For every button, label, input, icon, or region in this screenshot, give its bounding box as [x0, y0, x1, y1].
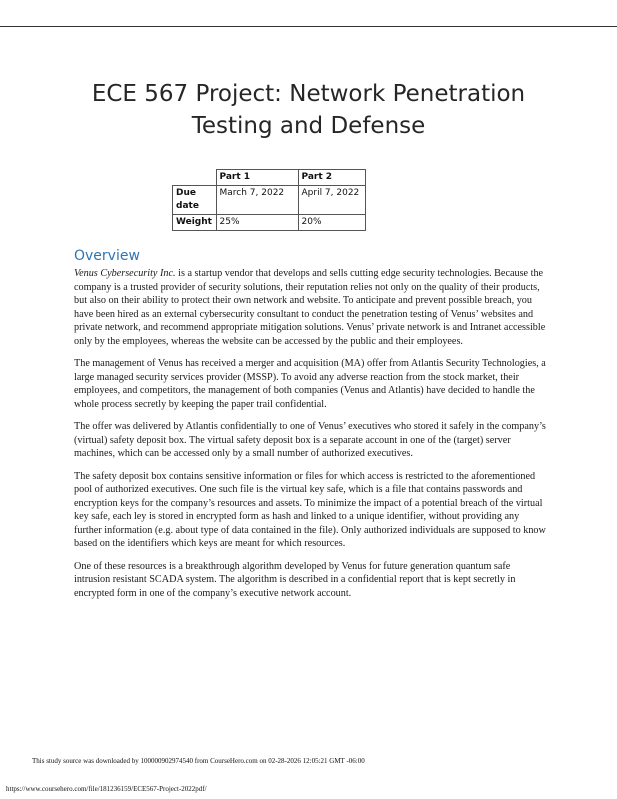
schedule-header-part2: Part 2: [298, 170, 365, 186]
schedule-header-part1: Part 1: [216, 170, 298, 186]
due-date-part1: March 7, 2022: [216, 186, 298, 215]
overview-paragraph-3: The offer was delivered by Atlantis confidentially to one of Venus’ executives who stored it safely in the company’s (virtual) safety deposit box. The virtual safety deposit box is a separate account in one of the (target) server machines, which can be accessed only by a small number of authorized executives.: [74, 421, 546, 459]
paragraph-1-text: is a startup vendor that develops and sells cutting edge security technologies. Because the company is a trusted provider of security solutions, their reputation relies not only on the quality of their products, but also on their ability to protect their own network and website. To anticipate and prevent possible breach, you have been hired as an external cybersecurity consultant to conduct the penetration testing of Venus’ websites and private network, and recommend appropriate mitigation solutions. Venus’ private network is and Intranet accessible only by the employees, whereas the website can be accessed by the public and their employees.: [74, 268, 546, 347]
overview-paragraph-1: [74, 267, 546, 348]
row-label-due-date: Due date: [173, 186, 217, 215]
weight-part2: 20%: [298, 215, 365, 231]
due-date-part2: April 7, 2022: [298, 186, 365, 215]
overview-heading: Overview: [74, 248, 140, 264]
overview-body: [74, 267, 546, 609]
schedule-header-corner: [173, 170, 217, 186]
title-line-1: ECE 567 Project: Network Penetration: [91, 81, 526, 107]
schedule-table: [172, 169, 366, 231]
overview-paragraph-4: The safety deposit box contains sensitive information or files for which access is restricted to the aforementioned pool of authorized executives. One such file is the virtual key safe, which is a file that contains passwords and encryption keys for the company’s resources and assets. To minimize the impact of a potential breach of the virtual key safe, each ley is stored in encrypted form as hash and linked to a unique identifier, without providing any further information (e.g. about type of data contained in the file). Only authorized individuals are supposed to know based on the identifiers which keys are meant for which resources.: [74, 470, 546, 549]
download-source-notice: This study source was downloaded by 100000902974540 from CourseHero.com on 02-28-2026 12:05:21 GMT -06:00: [32, 757, 365, 765]
company-name: Venus Cybersecurity Inc.: [74, 268, 176, 279]
table-row: [173, 215, 366, 231]
schedule-header-row: [173, 170, 366, 186]
top-divider: [0, 26, 617, 27]
title-line-2: Testing and Defense: [191, 113, 426, 139]
overview-paragraph-2: The management of Venus has received a merger and acquisition (MA) offer from Atlantis Security Technologies, a large managed security services provider (MSSP). To avoid any adverse reaction from the stock market, their employees, and competitors, the management of both companies (Venus and Atlantis) have decided to handle the whole process secretly by keeping the paper trail confidential.: [74, 358, 546, 410]
document-title: [40, 78, 577, 142]
source-url: https://www.coursehero.com/file/181236159/ECE567-Project-2022pdf/: [6, 785, 207, 793]
table-row: [173, 186, 366, 215]
overview-paragraph-5: One of these resources is a breakthrough algorithm developed by Venus for future generation quantum safe intrusion resistant SCADA system. The algorithm is described in a confidential report that is kept secretly in encrypted form in one of the company’s executive network account.: [74, 560, 516, 599]
weight-part1: 25%: [216, 215, 298, 231]
row-label-weight: Weight: [173, 215, 217, 231]
